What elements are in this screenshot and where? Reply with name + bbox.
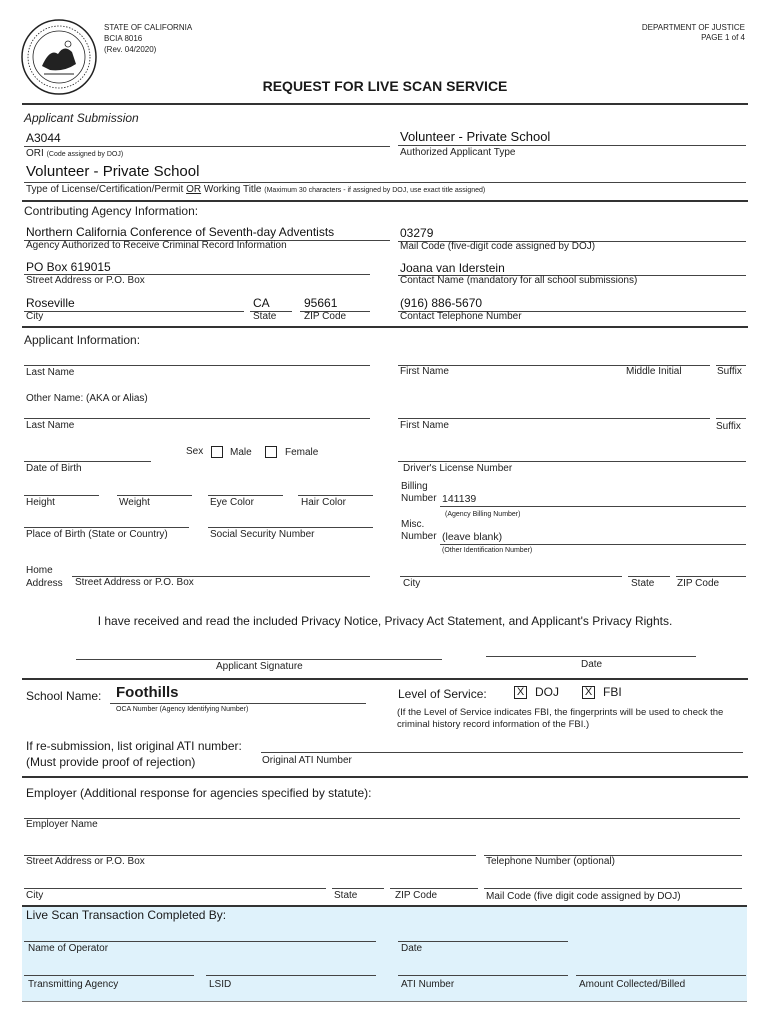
applicant-type-value[interactable]: Volunteer - Private School	[400, 129, 551, 144]
amount-label: Amount Collected/Billed	[579, 979, 686, 990]
agency-street-value[interactable]: PO Box 619015	[26, 260, 111, 274]
lsid-label: LSID	[209, 979, 232, 990]
section-applicant-info: Applicant Information:	[24, 333, 141, 347]
male-label: Male	[230, 447, 252, 458]
agency-zip-value[interactable]: 95661	[304, 296, 338, 310]
oca-note: OCA Number (Agency Identifying Number)	[116, 706, 249, 713]
transmitting-agency-label: Transmitting Agency	[28, 979, 119, 990]
title-rule	[22, 103, 748, 105]
operator-label: Name of Operator	[28, 943, 109, 954]
employer-city-label: City	[26, 890, 44, 901]
billing-note: (Agency Billing Number)	[445, 511, 521, 518]
employer-name-label: Employer Name	[26, 819, 98, 830]
mail-code-label: Mail Code (five-digit code assigned by DOJ)	[400, 241, 596, 252]
hair-color-label: Hair Color	[301, 497, 347, 508]
aka-last-name-label: Last Name	[26, 420, 75, 431]
misc-label-2: Number	[401, 531, 437, 542]
header-form-id: BCIA 8016	[104, 34, 143, 43]
signature-date-label: Date	[581, 659, 603, 670]
section-live-scan: Live Scan Transaction Completed By:	[26, 908, 227, 922]
agency-name-label: Agency Authorized to Receive Criminal Record Information	[26, 240, 287, 251]
ssn-label: Social Security Number	[210, 529, 315, 540]
employer-mail-code-label: Mail Code (five digit code assigned by DOJ)	[486, 891, 681, 902]
header-state: STATE OF CALIFORNIA	[104, 23, 193, 32]
live-scan-date-label: Date	[401, 943, 423, 954]
section-employer: Employer (Additional response for agencies specified by statute):	[26, 786, 372, 800]
doj-label: DOJ	[535, 685, 559, 699]
fbi-checkbox[interactable]: X	[582, 686, 595, 699]
other-name-label: Other Name: (AKA or Alias)	[26, 393, 148, 404]
resubmission-line-1: If re-submission, list original ATI number:	[26, 739, 242, 753]
home-zip-label: ZIP Code	[677, 578, 720, 589]
contact-name-label: Contact Name (mandatory for all school submissions)	[400, 275, 638, 286]
agency-street-label: Street Address or P.O. Box	[26, 275, 145, 286]
signature-label: Applicant Signature	[216, 661, 303, 672]
privacy-statement: I have received and read the included Privacy Notice, Privacy Act Statement, and Applicant's Privacy Rights.	[97, 614, 673, 628]
fbi-note-1: (If the Level of Service indicates FBI, the fingerprints will be used to check the	[397, 707, 724, 718]
section-contributing-agency: Contributing Agency Information:	[24, 204, 199, 218]
agency-name-value[interactable]: Northern California Conference of Seventh-day Adventists	[26, 225, 335, 239]
header-department: DEPARTMENT OF JUSTICE	[641, 23, 745, 32]
ati-number-label: ATI Number	[401, 979, 455, 990]
doj-checkbox[interactable]: X	[514, 686, 527, 699]
aka-suffix-label: Suffix	[716, 421, 741, 432]
home-state-label: State	[631, 578, 655, 589]
agency-city-label: City	[26, 311, 44, 322]
misc-label-1: Misc.	[401, 519, 425, 530]
dob-label: Date of Birth	[26, 463, 82, 474]
employer-street-label: Street Address or P.O. Box	[26, 856, 145, 867]
school-name-label: School Name:	[26, 689, 102, 703]
ori-label: ORI (Code assigned by DOJ)	[26, 148, 124, 159]
pob-label: Place of Birth (State or Country)	[26, 529, 168, 540]
drivers-license-label: Driver's License Number	[403, 463, 513, 474]
eye-color-label: Eye Color	[210, 497, 254, 508]
first-name-label: First Name	[400, 366, 449, 377]
female-checkbox[interactable]	[265, 446, 277, 458]
home-label-2: Address	[26, 578, 63, 589]
billing-label-2: Number	[401, 493, 437, 504]
last-name-label: Last Name	[26, 367, 75, 378]
home-label-1: Home	[26, 565, 53, 576]
level-of-service-label: Level of Service:	[398, 687, 487, 701]
mail-code-value[interactable]: 03279	[400, 226, 434, 240]
working-title-value[interactable]: Volunteer - Private School	[26, 163, 200, 180]
agency-state-label: State	[253, 311, 277, 322]
employer-phone-label: Telephone Number (optional)	[486, 856, 615, 867]
suffix-label: Suffix	[717, 366, 742, 377]
billing-number-value[interactable]: 141139	[442, 493, 477, 505]
header-page: PAGE 1 of 4	[701, 33, 745, 42]
aka-first-name-label: First Name	[400, 420, 449, 431]
page-title: REQUEST FOR LIVE SCAN SERVICE	[262, 78, 508, 94]
fbi-label: FBI	[603, 685, 622, 699]
contact-phone-label: Contact Telephone Number	[400, 311, 522, 322]
original-ati-label: Original ATI Number	[262, 755, 352, 766]
sex-label: Sex	[186, 446, 204, 457]
home-city-label: City	[403, 578, 421, 589]
working-title-label: Type of License/Certification/Permit OR Working Title (Maximum 30 characters - if assigned by DOJ, use exact title assigned)	[26, 184, 486, 195]
agency-city-value[interactable]: Roseville	[26, 296, 75, 310]
ori-value[interactable]: A3044	[26, 131, 61, 145]
misc-number-value[interactable]: (leave blank)	[442, 531, 503, 543]
male-checkbox[interactable]	[211, 446, 223, 458]
agency-state-value[interactable]: CA	[253, 296, 270, 310]
employer-state-label: State	[334, 890, 358, 901]
weight-label: Weight	[119, 497, 150, 508]
home-street-label: Street Address or P.O. Box	[75, 577, 194, 588]
fbi-note-2: criminal history record information of the FBI.)	[397, 719, 590, 730]
misc-note: (Other Identification Number)	[442, 547, 533, 554]
applicant-type-label: Authorized Applicant Type	[400, 147, 516, 158]
employer-zip-label: ZIP Code	[395, 890, 438, 901]
contact-name-value[interactable]: Joana van Iderstein	[400, 261, 505, 275]
contact-phone-value[interactable]: (916) 886-5670	[400, 296, 483, 310]
middle-initial-label: Middle Initial	[626, 366, 682, 377]
school-name-value[interactable]: Foothills	[116, 684, 179, 701]
agency-zip-label: ZIP Code	[304, 311, 347, 322]
section-applicant-submission: Applicant Submission	[24, 111, 139, 125]
billing-label-1: Billing	[401, 481, 428, 492]
female-label: Female	[285, 447, 319, 458]
header-rev: (Rev. 04/2020)	[104, 45, 157, 54]
resubmission-line-2: (Must provide proof of rejection)	[26, 755, 196, 769]
height-label: Height	[26, 497, 55, 508]
